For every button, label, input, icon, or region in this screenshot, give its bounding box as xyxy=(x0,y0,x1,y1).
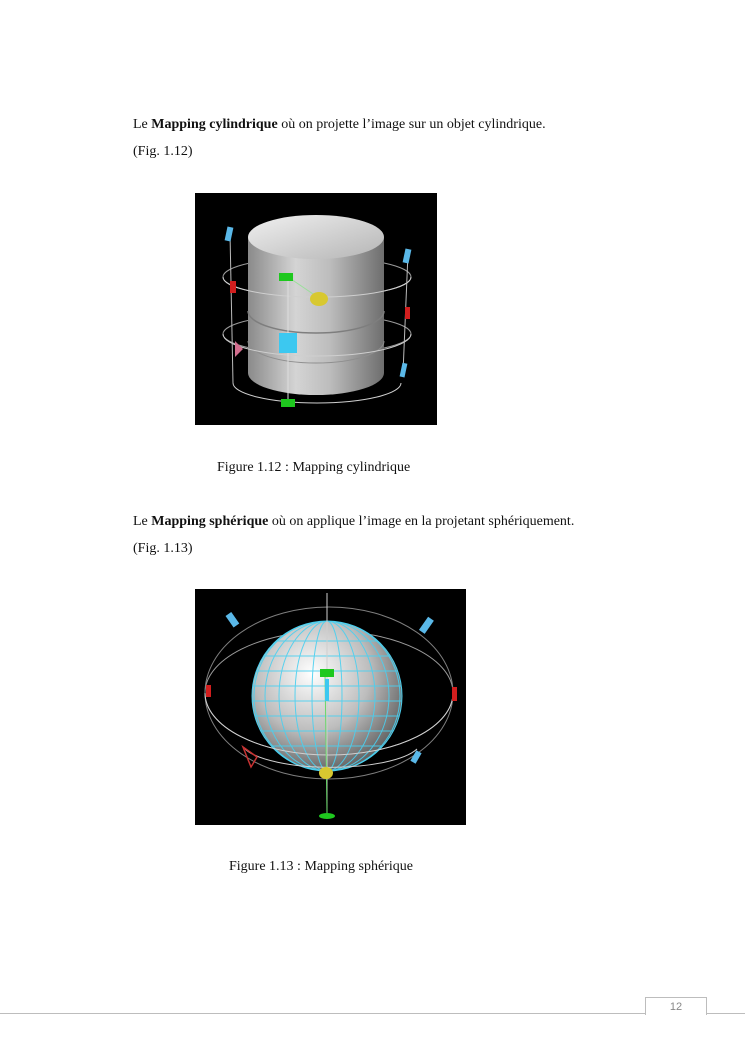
footer-divider xyxy=(0,1013,745,1014)
text-rest: où on applique l’image en la projetant sphériquement. xyxy=(268,514,575,529)
figure-caption-spherical: Figure 1.13 : Mapping sphérique xyxy=(229,859,413,874)
figure-ref: (Fig. 1.13) xyxy=(133,541,193,556)
text-prefix: Le xyxy=(133,514,152,529)
figure-ref: (Fig. 1.12) xyxy=(133,144,193,159)
figure-cylindrical-mapping xyxy=(195,193,437,425)
paragraph-spherical xyxy=(133,508,574,562)
term-spherical: Mapping sphérique xyxy=(151,514,269,529)
text-rest: où on projette l’image sur un objet cylindrique. xyxy=(277,117,546,132)
figure-spherical-mapping xyxy=(195,589,466,825)
page-number: 12 xyxy=(645,997,707,1015)
paragraph-line xyxy=(133,508,574,535)
sphere-illustration xyxy=(195,589,466,825)
figure-caption-cylindrical: Figure 1.12 : Mapping cylindrique xyxy=(217,460,411,475)
paragraph-cylindrical xyxy=(133,111,546,165)
term-cylindrical: Mapping cylindrique xyxy=(151,117,278,132)
cylinder-illustration xyxy=(195,193,437,425)
paragraph-line xyxy=(133,111,546,138)
text-prefix: Le xyxy=(133,117,152,132)
